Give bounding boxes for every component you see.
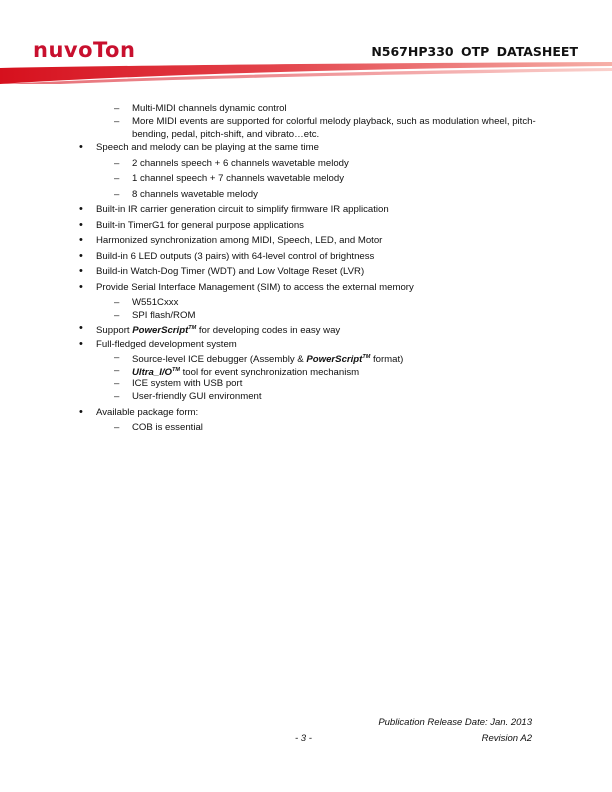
dash-icon: – (114, 422, 120, 433)
sub-bullet-item (114, 172, 542, 185)
sub-bullet-item (114, 309, 542, 322)
bullet-item (79, 406, 199, 419)
sub-bullet-item (114, 188, 542, 201)
item-text: Build-in 6 LED outputs (3 pairs) with 64-level control of brightness (96, 251, 375, 262)
item-em: PowerScript (132, 325, 189, 336)
bullet-item (79, 203, 389, 216)
item-pre: Support (96, 325, 133, 336)
bullet-icon: • (79, 281, 83, 293)
item-text: Build-in Watch-Dog Timer (WDT) and Low Voltage Reset (LVR) (96, 266, 365, 277)
bullet-item (79, 234, 383, 247)
item-post: format) (370, 354, 404, 365)
bullet-icon: • (79, 250, 83, 262)
bullet-item (79, 219, 304, 232)
item-text: Built-in TimerG1 for general purpose applications (96, 220, 304, 231)
item-text: COB is essential (132, 422, 203, 433)
dash-icon: – (114, 365, 120, 376)
item-text: 1 channel speech + 7 channels wavetable melody (132, 173, 345, 184)
item-text: SPI flash/ROM (132, 310, 196, 321)
dash-icon: – (114, 310, 120, 321)
item-text: 8 channels wavetable melody (132, 189, 258, 200)
dash-icon: – (114, 103, 120, 114)
bullet-item (79, 338, 237, 351)
dash-icon: – (114, 173, 120, 184)
document-title: N567HP330 OTP DATASHEET (371, 44, 578, 59)
dash-icon: – (114, 352, 120, 363)
item-text: Speech and melody can be playing at the same time (96, 142, 319, 153)
bullet-icon: • (79, 203, 83, 215)
item-em: PowerScript (306, 354, 363, 365)
page-number: - 3 - (295, 733, 312, 744)
item-text: More MIDI events are supported for colorful melody playback, such as modulation wheel, pitch-bending, pedal, pitch-shift, and vibrato…etc. (132, 116, 536, 140)
bullet-icon: • (79, 406, 83, 418)
dash-icon: – (114, 297, 120, 308)
bullet-item (79, 250, 375, 263)
item-text: ICE system with USB port (132, 378, 243, 389)
bullet-item (79, 322, 341, 337)
item-text: Provide Serial Interface Management (SIM) to access the external memory (96, 282, 414, 293)
dash-icon: – (114, 158, 120, 169)
bullet-item (79, 141, 319, 154)
sub-bullet-item (114, 102, 542, 115)
item-post: for developing codes in easy way (196, 325, 341, 336)
item-em: Ultra_I/O (132, 367, 172, 378)
item-text: Harmonized synchronization among MIDI, Speech, LED, and Motor (96, 235, 383, 246)
bullet-icon: • (79, 265, 83, 277)
bullet-icon: • (79, 338, 83, 350)
item-text: User-friendly GUI environment (132, 391, 262, 402)
item-tm: TM (172, 367, 180, 373)
item-pre: Source-level ICE debugger (Assembly & (132, 354, 307, 365)
sub-bullet-item (114, 157, 542, 170)
bullet-icon: • (79, 219, 83, 231)
sub-bullet-item (114, 296, 542, 309)
bullet-icon: • (79, 322, 83, 334)
item-text: Multi-MIDI channels dynamic control (132, 103, 287, 114)
bullet-item (79, 281, 414, 294)
bullet-icon: • (79, 234, 83, 246)
nuvoton-logo: nuvoTon (33, 38, 136, 62)
sub-bullet-item (114, 390, 542, 403)
dash-icon: – (114, 391, 120, 402)
sub-bullet-item (114, 115, 542, 141)
dash-icon: – (114, 116, 120, 127)
sub-bullet-item (114, 421, 542, 434)
item-text: Built-in IR carrier generation circuit to simplify firmware IR application (96, 204, 389, 215)
bullet-item (79, 265, 365, 278)
item-post: tool for event synchronization mechanism (179, 367, 360, 378)
dash-icon: – (114, 378, 120, 389)
item-tm: TM (362, 354, 371, 360)
item-tm: TM (188, 325, 197, 331)
sub-bullet-item (114, 377, 542, 390)
item-text: Full-fledged development system (96, 339, 237, 350)
bullet-icon: • (79, 141, 83, 153)
dash-icon: – (114, 189, 120, 200)
revision: Revision A2 (481, 733, 532, 744)
item-text: 2 channels speech + 6 channels wavetable melody (132, 158, 349, 169)
item-text: W551Cxxx (132, 297, 179, 308)
publication-date: Publication Release Date: Jan. 2013 (378, 717, 532, 728)
item-text: Available package form: (96, 407, 199, 418)
header-band (0, 62, 612, 84)
